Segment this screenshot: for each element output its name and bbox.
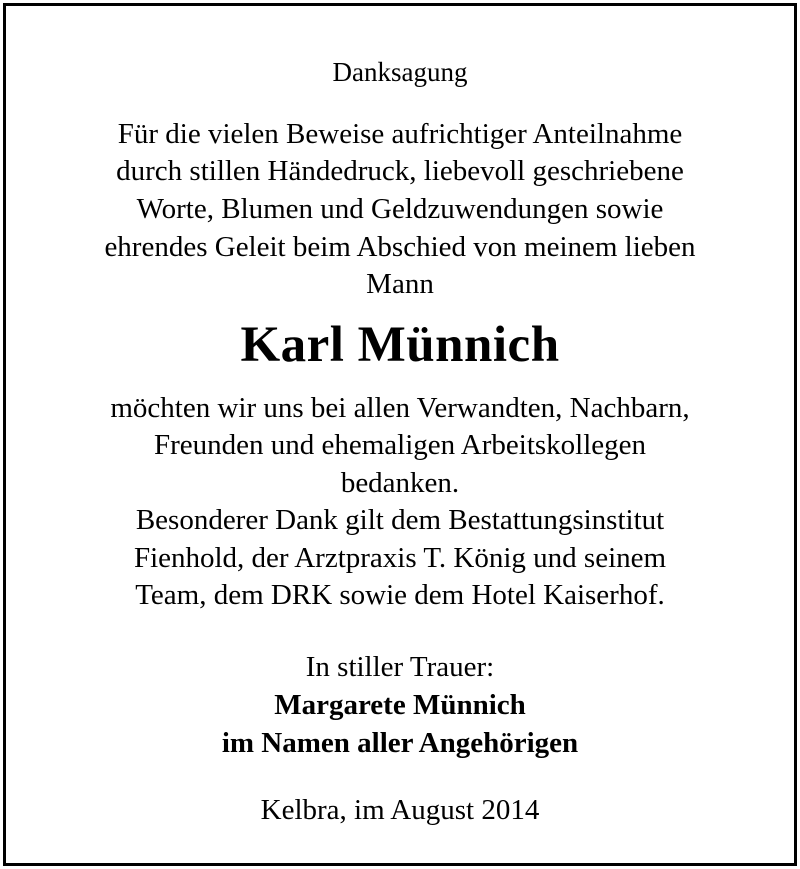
intro-line: ehrendes Geleit beim Abschied von meinem lieben [104, 231, 696, 263]
thanks-line: Team, dem DRK sowie dem Hotel Kaiserhof. [135, 579, 665, 611]
thanks-line: Besonderer Dank gilt dem Bestattungsinstitut [135, 504, 665, 536]
place-date: Kelbra, im August 2014 [260, 794, 540, 826]
thanks-line: bedanken. [340, 467, 460, 499]
intro-line: durch stillen Händedruck, liebevoll geschriebene [116, 155, 684, 187]
thanks-line: Fienhold, der Arztpraxis T. König und seinem [133, 542, 667, 574]
mourner-name: Margarete Münnich [274, 689, 526, 721]
intro-line: Mann [366, 268, 434, 300]
deceased-name: Karl Münnich [240, 317, 560, 373]
thanks-line: Freunden und ehemaligen Arbeitskollegen [153, 429, 647, 461]
intro-line: Für die vielen Beweise aufrichtiger Anteilnahme [117, 118, 683, 150]
obituary-thanks-notice [3, 3, 797, 866]
intro-line: Worte, Blumen und Geldzuwendungen sowie [136, 193, 664, 225]
mourning-label: In stiller Trauer: [305, 651, 495, 683]
mourner-note: im Namen aller Angehörigen [221, 727, 579, 759]
thanks-line: möchten wir uns bei allen Verwandten, Nachbarn, [110, 392, 690, 424]
notice-heading: Danksagung [332, 57, 468, 87]
